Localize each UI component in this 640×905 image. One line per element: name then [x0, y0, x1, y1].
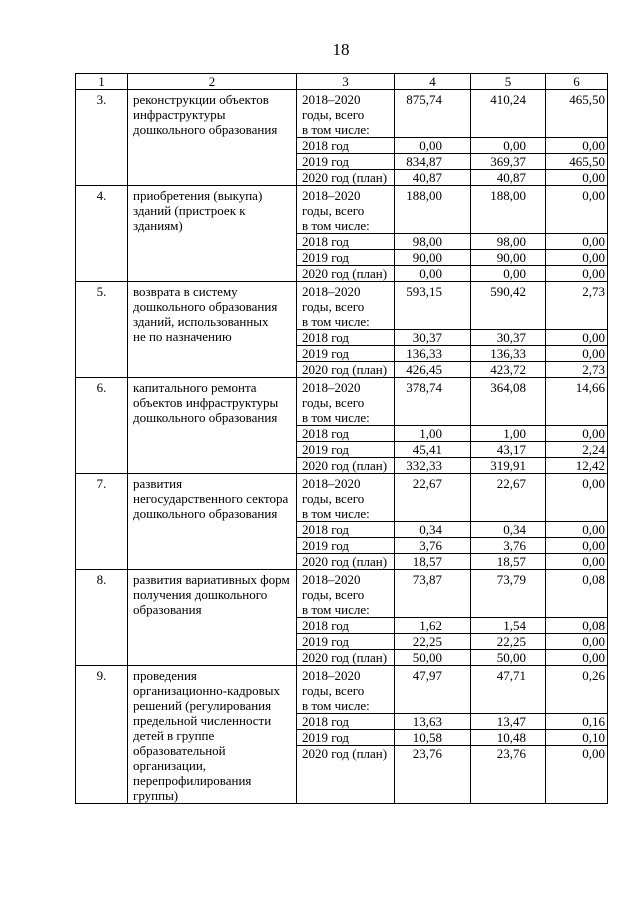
period-line: годы, всего — [302, 299, 365, 314]
header-cell: 3 — [297, 74, 395, 90]
period-cell — [297, 378, 395, 426]
value-cell-col6: 0,00 — [546, 474, 608, 522]
table-row-total — [76, 666, 608, 714]
measure-name-line: возврата в систему — [133, 284, 238, 299]
value-cell-col5: 0,00 — [471, 266, 546, 282]
value-cell-col4: 47,97 — [395, 666, 471, 714]
measure-name-cell — [128, 570, 297, 666]
measure-name-line: зданий (пристроек к — [133, 203, 246, 218]
period-cell: 2019 год — [297, 538, 395, 554]
value-cell-col4: 593,15 — [395, 282, 471, 330]
period-cell: 2020 год (план) — [297, 458, 395, 474]
header-cell: 1 — [76, 74, 128, 90]
value-cell-col5: 40,87 — [471, 170, 546, 186]
value-cell-col4: 18,57 — [395, 554, 471, 570]
value-cell-col5: 319,91 — [471, 458, 546, 474]
period-line: годы, всего — [302, 491, 365, 506]
period-line: в том числе: — [302, 122, 370, 137]
value-cell-col6: 2,24 — [546, 442, 608, 458]
value-cell-col5: 3,76 — [471, 538, 546, 554]
value-cell-col4: 30,37 — [395, 330, 471, 346]
period-cell — [297, 474, 395, 522]
value-cell-col4: 0,34 — [395, 522, 471, 538]
measure-name-cell — [128, 282, 297, 378]
value-cell-col6: 0,16 — [546, 714, 608, 730]
value-cell-col6: 0,00 — [546, 522, 608, 538]
measure-name-line: приобретения (выкупа) — [133, 188, 263, 203]
value-cell-col6: 0,26 — [546, 666, 608, 714]
measure-name-cell — [128, 378, 297, 474]
value-cell-col6: 465,50 — [546, 154, 608, 170]
period-line: 2018–2020 — [302, 380, 361, 395]
value-cell-col6: 0,00 — [546, 330, 608, 346]
value-cell-col4: 136,33 — [395, 346, 471, 362]
period-cell — [297, 282, 395, 330]
value-cell-col5: 43,17 — [471, 442, 546, 458]
measure-name-line: образовательной — [133, 743, 226, 758]
period-cell: 2019 год — [297, 730, 395, 746]
period-cell — [297, 90, 395, 138]
value-cell-col4: 332,33 — [395, 458, 471, 474]
header-cell: 4 — [395, 74, 471, 90]
period-cell: 2020 год (план) — [297, 746, 395, 804]
period-cell: 2019 год — [297, 346, 395, 362]
value-cell-col5: 73,79 — [471, 570, 546, 618]
measure-name-line: реконструкции объектов — [133, 92, 269, 107]
value-cell-col5: 188,00 — [471, 186, 546, 234]
value-cell-col6: 0,00 — [546, 250, 608, 266]
value-cell-col5: 30,37 — [471, 330, 546, 346]
value-cell-col5: 22,67 — [471, 474, 546, 522]
period-line: 2018–2020 — [302, 284, 361, 299]
value-cell-col4: 90,00 — [395, 250, 471, 266]
value-cell-col4: 23,76 — [395, 746, 471, 804]
period-cell — [297, 666, 395, 714]
period-cell: 2018 год — [297, 522, 395, 538]
value-cell-col4: 40,87 — [395, 170, 471, 186]
value-cell-col4: 22,25 — [395, 634, 471, 650]
value-cell-col5: 0,00 — [471, 138, 546, 154]
period-cell — [297, 186, 395, 234]
value-cell-col6: 0,00 — [546, 186, 608, 234]
value-cell-col6: 0,00 — [546, 650, 608, 666]
value-cell-col6: 0,00 — [546, 426, 608, 442]
value-cell-col5: 369,37 — [471, 154, 546, 170]
period-line: 2018–2020 — [302, 188, 361, 203]
value-cell-col4: 13,63 — [395, 714, 471, 730]
value-cell-col6: 2,73 — [546, 282, 608, 330]
period-cell: 2018 год — [297, 138, 395, 154]
measure-name-line: инфраструктуры — [133, 107, 226, 122]
period-line: в том числе: — [302, 698, 370, 713]
value-cell-col5: 423,72 — [471, 362, 546, 378]
value-cell-col6: 12,42 — [546, 458, 608, 474]
value-cell-col6: 0,10 — [546, 730, 608, 746]
period-cell — [297, 570, 395, 618]
measure-name-line: дошкольного образования — [133, 506, 278, 521]
value-cell-col6: 0,00 — [546, 234, 608, 250]
value-cell-col4: 45,41 — [395, 442, 471, 458]
table-row-total — [76, 378, 608, 426]
period-cell: 2019 год — [297, 250, 395, 266]
measure-name-line: дошкольного образования — [133, 410, 278, 425]
value-cell-col5: 22,25 — [471, 634, 546, 650]
period-cell: 2019 год — [297, 442, 395, 458]
value-cell-col6: 0,00 — [546, 170, 608, 186]
measure-name-line: детей в группе — [133, 728, 215, 743]
header-cell: 2 — [128, 74, 297, 90]
period-line: в том числе: — [302, 218, 370, 233]
measure-name-line: перепрофилирования — [133, 773, 252, 788]
period-cell: 2018 год — [297, 714, 395, 730]
value-cell-col4: 0,00 — [395, 138, 471, 154]
measure-name-line: организационно-кадровых — [133, 683, 280, 698]
measure-name-line: дошкольного образования — [133, 299, 278, 314]
value-cell-col6: 0,00 — [546, 746, 608, 804]
measure-name-line: зданий, использованных — [133, 314, 269, 329]
value-cell-col5: 47,71 — [471, 666, 546, 714]
period-cell: 2019 год — [297, 634, 395, 650]
value-cell-col6: 0,08 — [546, 618, 608, 634]
value-cell-col5: 90,00 — [471, 250, 546, 266]
period-line: 2018–2020 — [302, 572, 361, 587]
row-number-cell: 9. — [76, 666, 128, 804]
period-cell: 2018 год — [297, 330, 395, 346]
period-line: 2018–2020 — [302, 476, 361, 491]
value-cell-col4: 188,00 — [395, 186, 471, 234]
period-cell: 2020 год (план) — [297, 362, 395, 378]
value-cell-col6: 0,00 — [546, 538, 608, 554]
measure-name-cell — [128, 90, 297, 186]
value-cell-col4: 875,74 — [395, 90, 471, 138]
value-cell-col4: 0,00 — [395, 266, 471, 282]
value-cell-col5: 98,00 — [471, 234, 546, 250]
period-line: годы, всего — [302, 683, 365, 698]
value-cell-col5: 364,08 — [471, 378, 546, 426]
period-line: в том числе: — [302, 314, 370, 329]
value-cell-col4: 98,00 — [395, 234, 471, 250]
period-line: годы, всего — [302, 203, 365, 218]
value-cell-col5: 590,42 — [471, 282, 546, 330]
period-line: годы, всего — [302, 395, 365, 410]
value-cell-col4: 1,62 — [395, 618, 471, 634]
value-cell-col4: 1,00 — [395, 426, 471, 442]
value-cell-col6: 0,00 — [546, 138, 608, 154]
measure-name-line: негосударственного сектора — [133, 491, 289, 506]
row-number-cell: 5. — [76, 282, 128, 378]
period-cell: 2020 год (план) — [297, 266, 395, 282]
value-cell-col5: 136,33 — [471, 346, 546, 362]
period-cell: 2020 год (план) — [297, 170, 395, 186]
measure-name-line: капитального ремонта — [133, 380, 257, 395]
value-cell-col5: 10,48 — [471, 730, 546, 746]
value-cell-col5: 1,54 — [471, 618, 546, 634]
period-line: 2018–2020 — [302, 92, 361, 107]
measure-name-cell — [128, 474, 297, 570]
period-cell: 2018 год — [297, 234, 395, 250]
period-cell: 2018 год — [297, 618, 395, 634]
data-table — [75, 73, 608, 804]
header-cell: 6 — [546, 74, 608, 90]
value-cell-col4: 22,67 — [395, 474, 471, 522]
value-cell-col6: 0,08 — [546, 570, 608, 618]
value-cell-col6: 0,00 — [546, 346, 608, 362]
period-line: в том числе: — [302, 506, 370, 521]
value-cell-col4: 834,87 — [395, 154, 471, 170]
value-cell-col4: 426,45 — [395, 362, 471, 378]
period-cell: 2018 год — [297, 426, 395, 442]
value-cell-col6: 465,50 — [546, 90, 608, 138]
value-cell-col5: 18,57 — [471, 554, 546, 570]
value-cell-col6: 14,66 — [546, 378, 608, 426]
measure-name-line: развития вариативных форм — [133, 572, 290, 587]
period-line: годы, всего — [302, 107, 365, 122]
value-cell-col4: 378,74 — [395, 378, 471, 426]
value-cell-col5: 23,76 — [471, 746, 546, 804]
value-cell-col5: 50,00 — [471, 650, 546, 666]
value-cell-col4: 3,76 — [395, 538, 471, 554]
value-cell-col6: 0,00 — [546, 266, 608, 282]
measure-name-line: организации, — [133, 758, 207, 773]
measure-name-line: получения дошкольного — [133, 587, 268, 602]
period-line: в том числе: — [302, 410, 370, 425]
value-cell-col6: 0,00 — [546, 634, 608, 650]
measure-name-line: развития — [133, 476, 183, 491]
period-line: в том числе: — [302, 602, 370, 617]
value-cell-col6: 0,00 — [546, 554, 608, 570]
period-line: годы, всего — [302, 587, 365, 602]
measure-name-line: группы) — [133, 788, 179, 803]
measure-name-line: дошкольного образования — [133, 122, 278, 137]
measure-name-line: предельной численности — [133, 713, 272, 728]
row-number-cell: 4. — [76, 186, 128, 282]
measure-name-line: зданиям) — [133, 218, 183, 233]
row-number-cell: 6. — [76, 378, 128, 474]
period-cell: 2019 год — [297, 154, 395, 170]
table-row-total — [76, 90, 608, 138]
row-number-cell: 3. — [76, 90, 128, 186]
measure-name-line: объектов инфраструктуры — [133, 395, 279, 410]
measure-name-line: не по назначению — [133, 329, 232, 344]
period-line: 2018–2020 — [302, 668, 361, 683]
header-cell: 5 — [471, 74, 546, 90]
value-cell-col4: 50,00 — [395, 650, 471, 666]
row-number-cell: 7. — [76, 474, 128, 570]
measure-name-line: образования — [133, 602, 202, 617]
page-number: 18 — [332, 40, 350, 59]
measure-name-line: проведения — [133, 668, 197, 683]
row-number-cell: 8. — [76, 570, 128, 666]
header-row — [76, 74, 608, 90]
value-cell-col4: 73,87 — [395, 570, 471, 618]
value-cell-col5: 410,24 — [471, 90, 546, 138]
measure-name-cell — [128, 186, 297, 282]
value-cell-col5: 1,00 — [471, 426, 546, 442]
table-row-total — [76, 474, 608, 522]
value-cell-col4: 10,58 — [395, 730, 471, 746]
table-row-total — [76, 570, 608, 618]
value-cell-col5: 13,47 — [471, 714, 546, 730]
table-row-total — [76, 282, 608, 330]
period-cell: 2020 год (план) — [297, 554, 395, 570]
value-cell-col5: 0,34 — [471, 522, 546, 538]
period-cell: 2020 год (план) — [297, 650, 395, 666]
table-row-total — [76, 186, 608, 234]
value-cell-col6: 2,73 — [546, 362, 608, 378]
measure-name-line: решений (регулирования — [133, 698, 272, 713]
measure-name-cell — [128, 666, 297, 804]
